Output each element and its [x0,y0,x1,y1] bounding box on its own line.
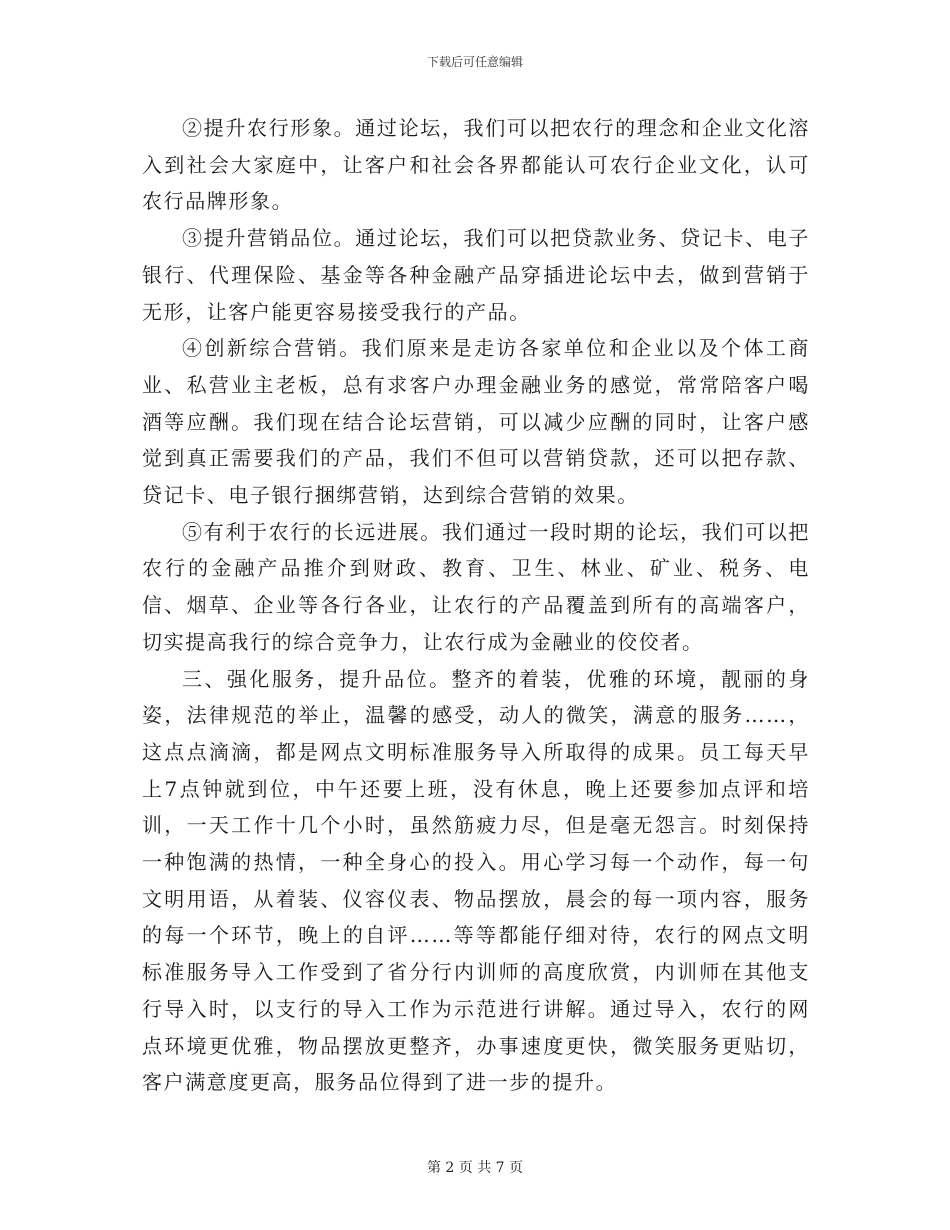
page-header: 下载后可任意编辑 [426,55,523,69]
paragraph-long-term-development: ⑤有利于农行的长远进展。我们通过一段时期的论坛，我们可以把农行的金融产品推介到财政、教育、卫生、林业、矿业、税务、电信、烟草、企业等各行各业，让农行的产品覆盖到所有的高端客户，切实提高我行的综合竞争力，让农行成为金融业的佼佼者。 [142,519,810,654]
paragraph-integrated-marketing: ④创新综合营销。我们原来是走访各家单位和企业以及个体工商业、私营业主老板，总有求客户办理金融业务的感觉，常常陪客户喝酒等应酬。我们现在结合论坛营销，可以减少应酬的同时，让客户感觉到真正需要我们的产品，我们不但可以营销贷款，还可以把存款、贷记卡、电子银行捆绑营销，达到综合营销的效果。 [142,336,810,508]
page-footer: 第 2 页 共 7 页 [426,1160,524,1176]
paragraph-marketing-quality: ③提升营销品位。通过论坛，我们可以把贷款业务、贷记卡、电子银行、代理保险、基金等各种金融产品穿插进论坛中去，做到营销于无形，让客户能更容易接受我行的产品。 [142,226,810,324]
paragraph-improve-image: ②提升农行形象。通过论坛，我们可以把农行的理念和企业文化溶入到社会大家庭中，让客户和社会各界都能认可农行企业文化，认可农行品牌形象。 [142,116,810,214]
document-body [142,110,810,1101]
paragraph-strengthen-service: 三、强化服务，提升品位。整齐的着装，优雅的环境，靓丽的身姿，法律规范的举止，温馨的感受，动人的微笑，满意的服务……，这点点滴滴，都是网点文明标准服务导入所取得的成果。员工每天早上7点钟就到位，中午还要上班，没有休息，晚上还要参加点评和培训，一天工作十几个小时，虽然筋疲力尽，但是毫无怨言。时刻保持一种饱满的热情，一种全身心的投入。用心学习每一个动作，每一句文明用语，从着装、仪容仪表、物品摆放，晨会的每一项内容，服务的每一个环节，晚上的自评……等等都能仔细对待，农行的网点文明标准服务导入工作受到了省分行内训师的高度欣赏，内训师在其他支行导入时，以支行的导入工作为示范进行讲解。通过导入，农行的网点环境更优雅，物品摆放更整齐，办事速度更快，微笑服务更贴切，客户满意度更高，服务品位得到了进一步的提升。 [142,666,810,1095]
